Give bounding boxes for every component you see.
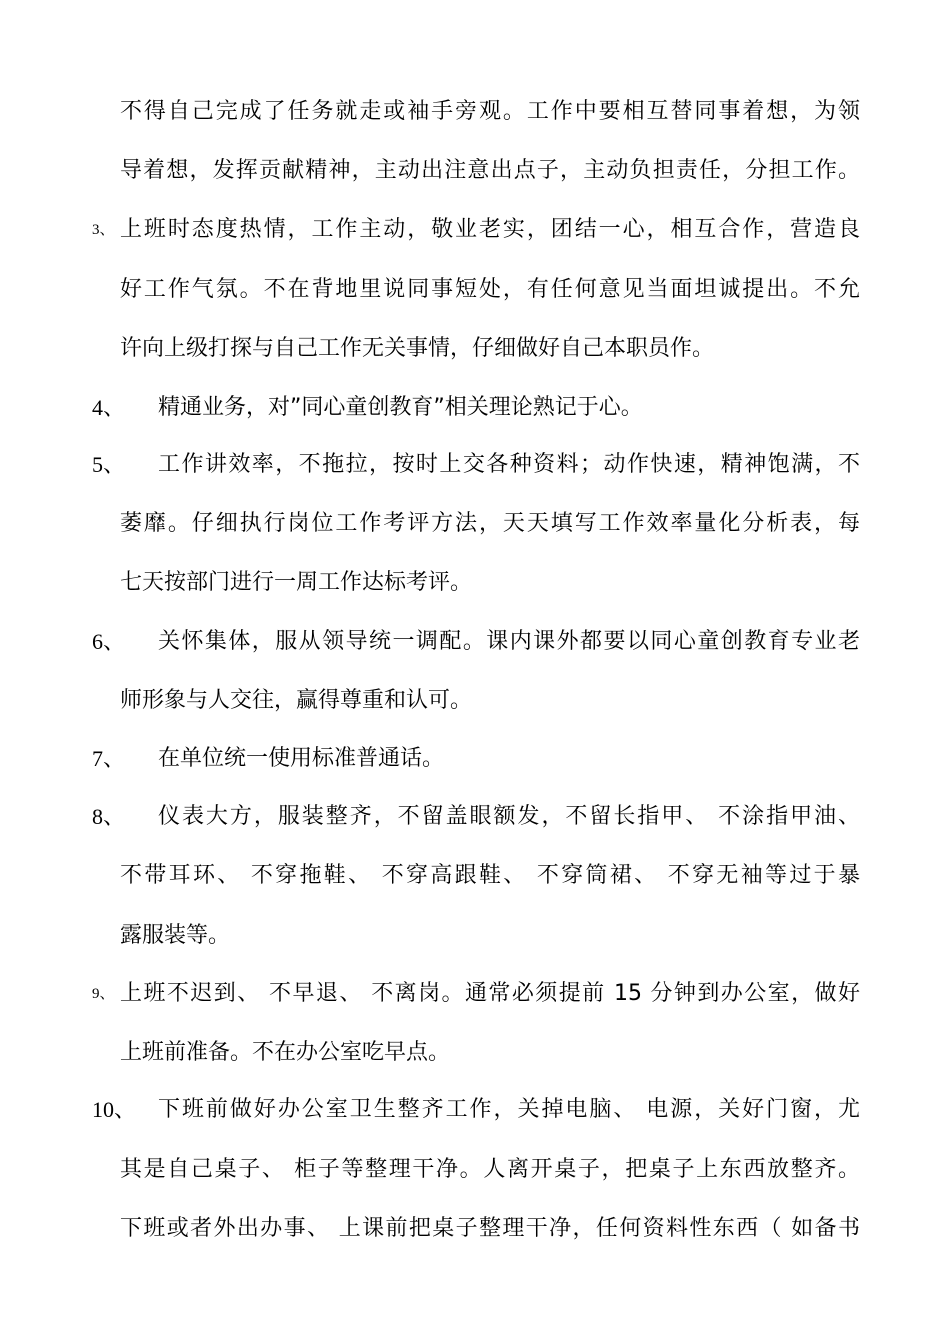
list-item-10 — [0, 1090, 950, 1130]
list-item-4 — [0, 388, 950, 428]
line-text: 仪表大方，服装整齐，不留盖眼额发，不留长指甲、 不涂指甲油、 — [158, 804, 860, 829]
list-item-5 — [0, 445, 950, 485]
list-marker: 7、 — [92, 746, 126, 771]
paragraph-line — [0, 563, 950, 603]
line-text: 下班前做好办公室卫生整齐工作，关掉电脑、 电源，关好门窗，尤 — [158, 1097, 860, 1122]
list-marker: 6、 — [92, 629, 126, 654]
list-item-9 — [0, 974, 950, 1014]
paragraph-line — [0, 856, 950, 896]
line-text: 萎靡。仔细执行岗位工作考评方法，天天填写工作效率量化分析表，每 — [120, 511, 860, 536]
list-marker: 10、 — [92, 1097, 137, 1122]
list-marker: 8、 — [92, 804, 126, 829]
line-text: 师形象与人交往，赢得尊重和认可。 — [120, 688, 473, 713]
line-text: 许向上级打探与自己工作无关事情，仔细做好自己本职员作。 — [120, 336, 715, 361]
list-item-7 — [0, 739, 950, 779]
line-text: 下班或者外出办事、 上课前把桌子整理干净，任何资料性东西（ 如备书 — [120, 1216, 860, 1241]
list-item-6 — [0, 622, 950, 662]
line-text: 不带耳环、 不穿拖鞋、 不穿高跟鞋、 不穿筒裙、 不穿无袖等过于暴 — [120, 863, 860, 888]
line-text: 不得自己完成了任务就走或袖手旁观。工作中要相互替同事着想，为领 — [120, 99, 860, 124]
paragraph-line — [0, 270, 950, 310]
line-text: 关怀集体，服从领导统一调配。课内课外都要以同心童创教育专业老 — [158, 629, 860, 654]
line-text: 上班不迟到、 不早退、 不离岗。通常必须提前 15 分钟到办公室，做好 — [120, 981, 860, 1006]
line-text: 工作讲效率，不拖拉，按时上交各种资料；动作快速，精神饱满，不 — [158, 452, 860, 477]
paragraph-line — [0, 504, 950, 544]
line-text: 七天按部门进行一周工作达标考评。 — [120, 570, 473, 595]
paragraph-line — [0, 1209, 950, 1249]
paragraph-line — [0, 1033, 950, 1073]
line-text: 上班时态度热情，工作主动，敬业老实，团结一心，相互合作，营造良 — [120, 217, 860, 242]
list-item-8 — [0, 797, 950, 837]
line-text: 在单位统一使用标准普通话。 — [158, 746, 445, 771]
paragraph-line — [0, 916, 950, 956]
line-text: 露服装等。 — [120, 923, 231, 948]
line-text: 精通业务，对”同心童创教育”相关理论熟记于心。 — [158, 395, 643, 420]
line-text: 其是自己桌子、 柜子等整理干净。人离开桌子，把桌子上东西放整齐。 — [120, 1157, 860, 1182]
paragraph-line — [0, 92, 950, 132]
line-text: 导着想，发挥贡献精神，主动出注意出点子，主动负担责任，分担工作。 — [120, 158, 860, 183]
list-marker: 3、 — [92, 222, 115, 238]
list-marker: 4、 — [92, 395, 126, 420]
list-marker: 9、 — [92, 986, 115, 1002]
list-marker: 5、 — [92, 452, 126, 477]
list-item-3 — [0, 210, 950, 250]
paragraph-line — [0, 1150, 950, 1190]
paragraph-line — [0, 151, 950, 191]
line-text: 上班前准备。不在办公室吃早点。 — [120, 1040, 451, 1065]
paragraph-line — [0, 329, 950, 369]
paragraph-line — [0, 681, 950, 721]
line-text: 好工作气氛。不在背地里说同事短处，有任何意见当面坦诚提出。不允 — [120, 277, 860, 302]
